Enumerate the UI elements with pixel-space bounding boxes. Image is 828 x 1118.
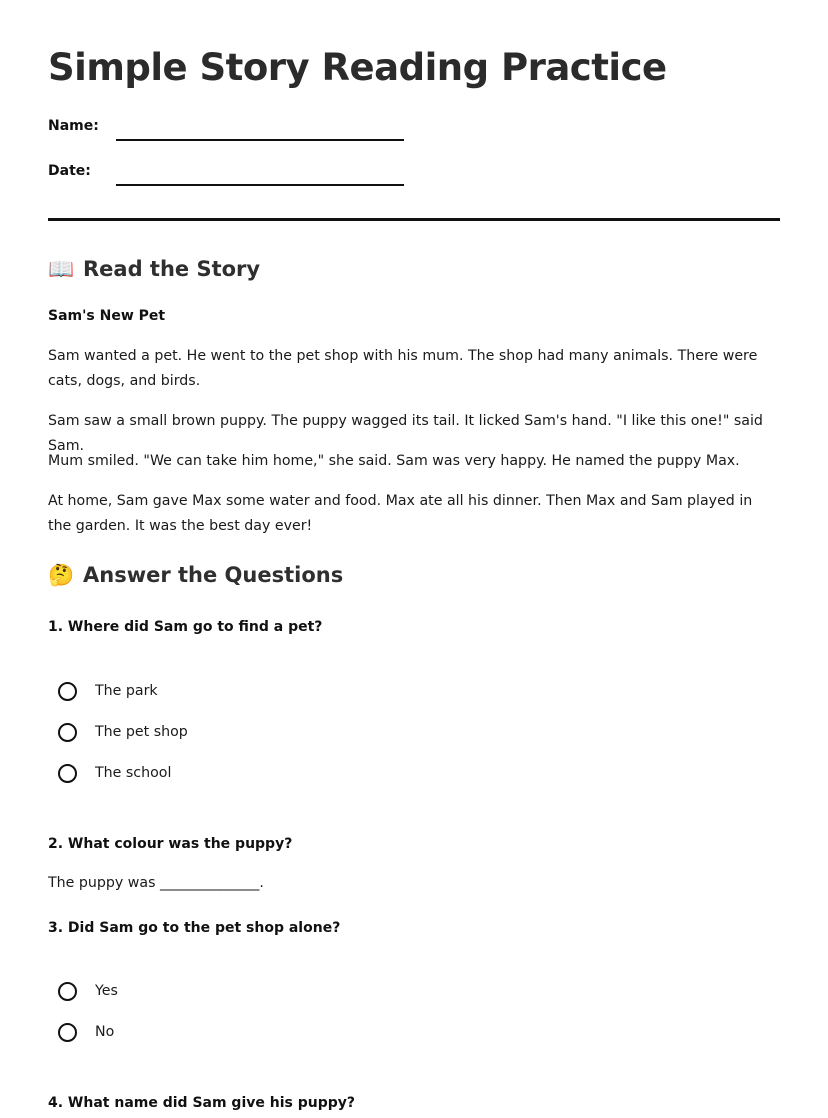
date-field[interactable] <box>48 163 408 187</box>
option-label: The school <box>95 765 172 781</box>
q3-option-yes[interactable] <box>58 982 358 1006</box>
radio-button[interactable] <box>58 982 77 1001</box>
question-3: 3. Did Sam go to the pet shop alone? <box>48 920 341 936</box>
name-field[interactable] <box>48 118 408 142</box>
question-4: 4. What name did Sam give his puppy? <box>48 1095 356 1111</box>
story-paragraph-1: Sam wanted a pet. He went to the pet shop with his mum. The shop had many animals. There were cats, dogs, and birds. <box>48 348 758 389</box>
story-paragraph-3: Mum smiled. "We can take him home," she said. Sam was very happy. He named the puppy Max. <box>48 453 740 469</box>
q3-option-no[interactable] <box>58 1023 358 1047</box>
answer-questions-heading-text: Answer the Questions <box>83 563 344 587</box>
read-story-heading-text: Read the Story <box>83 257 261 281</box>
radio-button[interactable] <box>58 1023 77 1042</box>
page-title: Simple Story Reading Practice <box>48 46 667 89</box>
story-paragraph-4: At home, Sam gave Max some water and food. Max ate all his dinner. Then Max and Sam played in the garden. It was the best day ever! <box>48 493 753 534</box>
date-input-line[interactable] <box>116 184 404 186</box>
q2-fill-in-answer[interactable]: The puppy was ______________. <box>48 875 264 891</box>
q1-option-park[interactable] <box>58 682 358 706</box>
read-story-heading <box>48 257 260 282</box>
name-input-line[interactable] <box>116 139 404 141</box>
radio-button[interactable] <box>58 764 77 783</box>
answer-questions-heading <box>48 563 343 588</box>
story-paragraph-2: Sam saw a small brown puppy. The puppy wagged its tail. It licked Sam's hand. "I like this one!" said Sam. <box>48 413 763 454</box>
name-label: Name: <box>48 118 99 134</box>
thinking-face-icon: 🤔 <box>48 563 75 587</box>
story-title: Sam's New Pet <box>48 308 166 324</box>
q1-option-school[interactable] <box>58 764 358 788</box>
option-label: No <box>95 1024 115 1040</box>
question-2: 2. What colour was the puppy? <box>48 836 293 852</box>
q1-option-pet-shop[interactable] <box>58 723 358 747</box>
option-label: The pet shop <box>95 724 188 740</box>
header-divider <box>48 218 780 221</box>
radio-button[interactable] <box>58 723 77 742</box>
date-label: Date: <box>48 163 91 179</box>
option-label: The park <box>95 683 158 699</box>
radio-button[interactable] <box>58 682 77 701</box>
open-book-icon: 📖 <box>48 257 75 281</box>
question-1: 1. Where did Sam go to find a pet? <box>48 619 323 635</box>
option-label: Yes <box>95 983 118 999</box>
